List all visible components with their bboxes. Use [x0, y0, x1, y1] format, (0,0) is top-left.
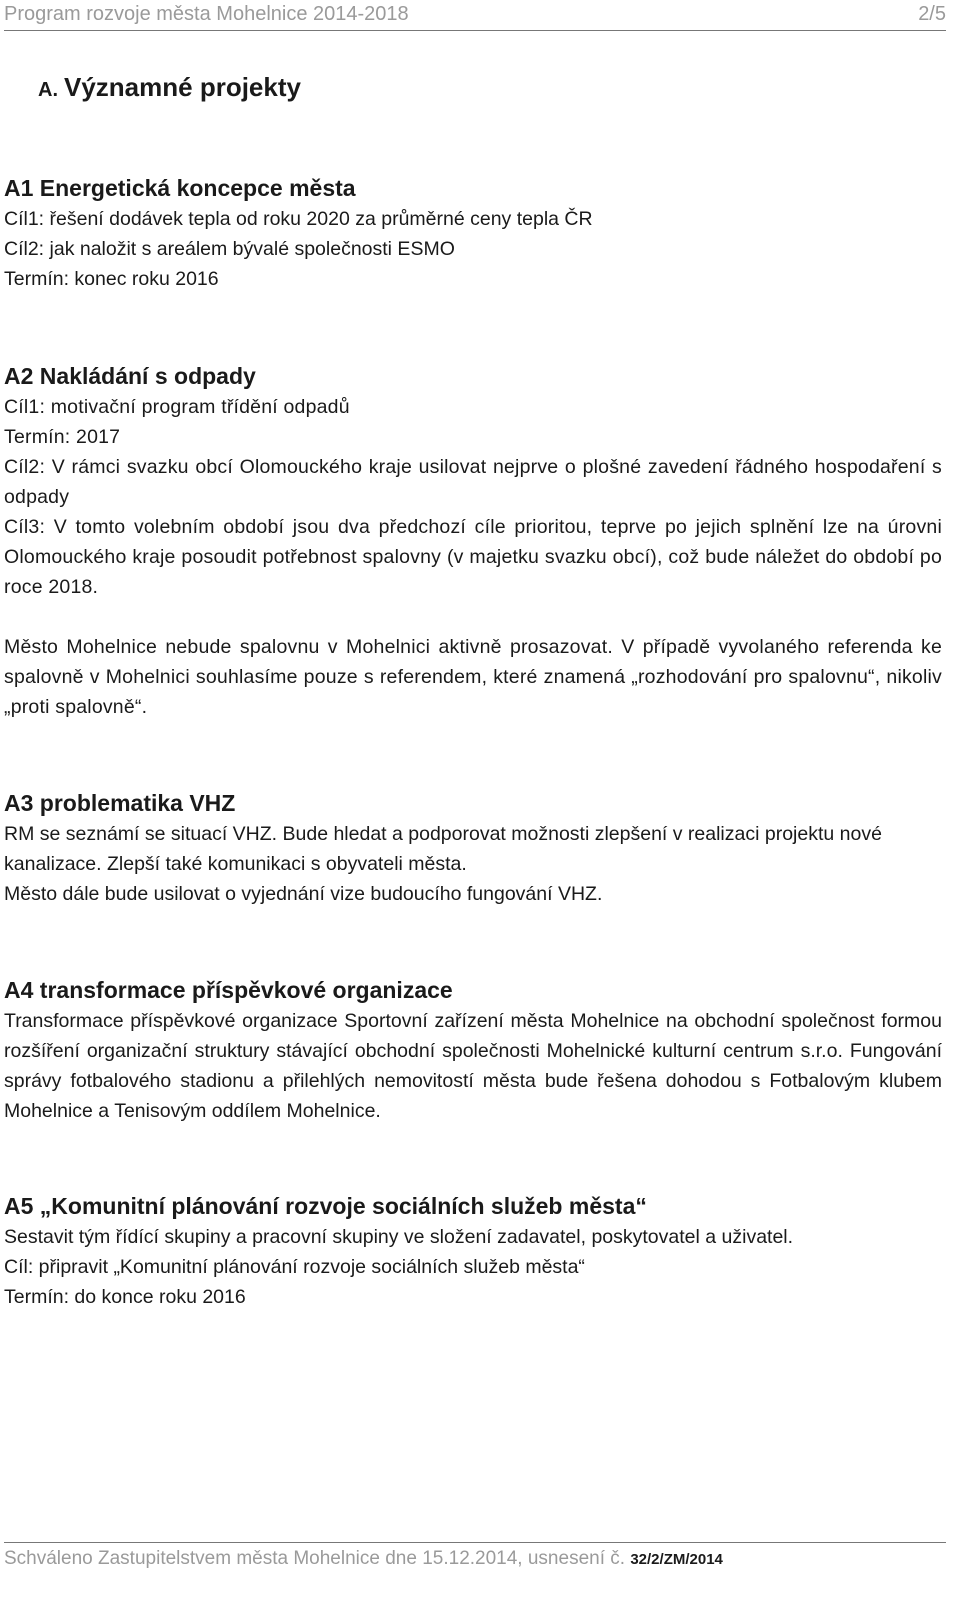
section-a1 [4, 172, 942, 294]
a2-line: Termín: 2017 [4, 426, 121, 448]
a1-line: Cíl1: řešení dodávek tepla od roku 2020 za průměrné ceny tepla ČR [4, 208, 593, 230]
section-a4 [4, 974, 942, 1126]
document-title: Program rozvoje města Mohelnice 2014-2018 [4, 3, 409, 25]
section-a5 [4, 1190, 942, 1312]
a5-line: Termín: do konce roku 2016 [4, 1286, 246, 1308]
a4-text: Transformace příspěvkové organizace Sportovní zařízení města Mohelnice na obchodní společnost formou rozšíření organizační struktury stávající obchodní společnosti Mohelnické kulturní centrum s.r.o. Fungování správy fotbalového stadionu a přilehlých nemovitostí města bude řešena dohodou s Fotbalovým klubem Mohelnice a Tenisovým oddílem Mohelnice. [4, 1010, 942, 1122]
section-a2-title: A2 Nakládání s odpady [4, 363, 256, 389]
section-a2 [4, 360, 942, 722]
a2-line: Cíl2: V rámci svazku obcí Olomouckého kraje usilovat nejprve o plošné zavedení řádného hospodaření s odpady [4, 456, 942, 508]
footer-text: Schváleno Zastupitelstvem města Mohelnice dne 15.12.2014, usnesení č. [4, 1548, 626, 1569]
section-a1-title: A1 Energetická koncepce města [4, 175, 356, 201]
a2-line: Cíl1: motivační program třídění odpadů [4, 396, 350, 418]
a5-line: Cíl: připravit „Komunitní plánování rozvoje sociálních služeb města“ [4, 1256, 585, 1278]
a3-line: RM se seznámí se situací VHZ. Bude hledat a podporovat možnosti zlepšení v realizaci projektu nové kanalizace. Zlepší také komunikaci s obyvateli města. [4, 823, 882, 875]
a2-line: Cíl3: V tomto volebním období jsou dva předchozí cíle prioritou, teprve po jejich splnění lze na úrovni Olomouckého kraje posoudit potřebnost spalovny (v majetku svazku obcí), což bude náležet do období po roce 2018. [4, 516, 942, 598]
a2-note: Město Mohelnice nebude spalovnu v Mohelnici aktivně prosazovat. V případě vyvolaného referenda ke spalovně v Mohelnici souhlasíme pouze s referendem, které znamená „rozhodování pro spalovnu“, nikoliv „proti spalovně“. [4, 636, 942, 718]
resolution-number: 32/2/ZM/2014 [630, 1551, 723, 1568]
section-a3-title: A3 problematika VHZ [4, 790, 236, 816]
section-a5-title: A5 „Komunitní plánování rozvoje sociálních služeb města“ [4, 1193, 647, 1219]
a1-line: Cíl2: jak naložit s areálem bývalé společnosti ESMO [4, 238, 455, 260]
section-a4-title: A4 transformace příspěvkové organizace [4, 977, 453, 1003]
a5-line: Sestavit tým řídící skupiny a pracovní skupiny ve složení zadavatel, poskytovatel a uživatel. [4, 1226, 794, 1248]
page-number: 2/5 [918, 3, 946, 25]
page-header [4, 0, 946, 31]
main-heading-text: Významné projekty [64, 72, 301, 102]
main-heading [38, 72, 301, 103]
a3-line: Město dále bude usilovat o vyjednání vize budoucího fungování VHZ. [4, 883, 603, 905]
main-heading-letter: A. [38, 79, 58, 101]
section-a3 [4, 787, 942, 909]
page-footer [4, 1542, 946, 1574]
a1-line: Termín: konec roku 2016 [4, 268, 219, 290]
